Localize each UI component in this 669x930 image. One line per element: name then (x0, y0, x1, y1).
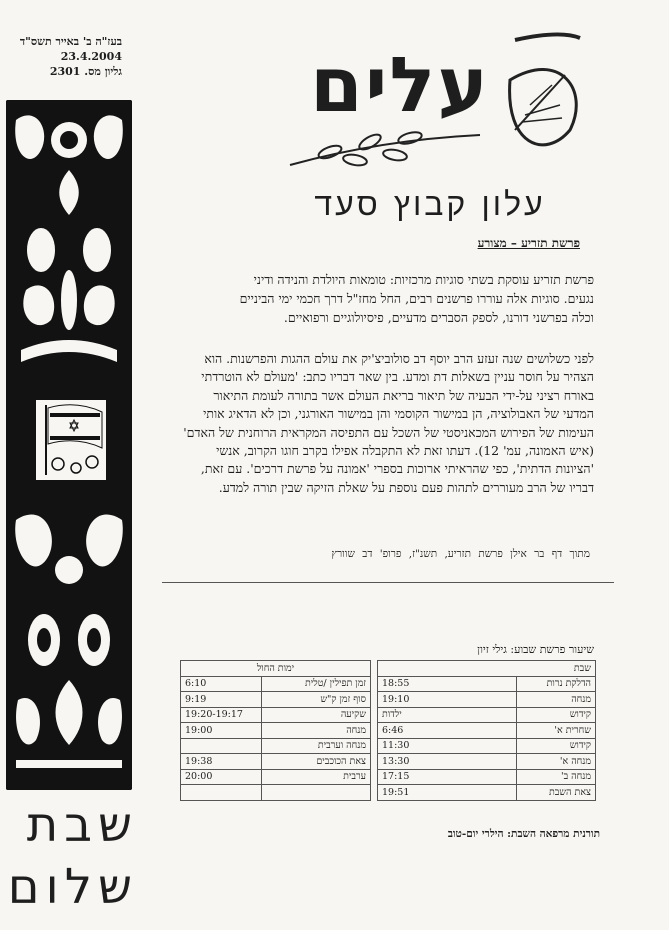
shabbat-time: 19:51 (378, 785, 517, 801)
logo-subtitle: עלון קבוץ סעד (314, 185, 546, 223)
weekday-time: 6:10 (181, 676, 262, 692)
footer-note: תורנית מרפאה השבת: הילרי יום-טוב (447, 828, 600, 840)
weekday-label: זמן תפילין /טלית (262, 676, 371, 692)
table-row (181, 738, 596, 754)
weekday-time: 19:00 (181, 723, 262, 739)
shabbat-label: צאת השבת (517, 785, 596, 801)
shabbat-time: 19:10 (378, 692, 517, 708)
shabbat-time: 13:30 (378, 754, 517, 770)
shabbat-label: קידוש (517, 738, 596, 754)
table-row (181, 707, 596, 723)
shabbat-time: 18:55 (378, 676, 517, 692)
schedule-title: שיעור פרשת שבוע: גילי זיון (477, 643, 594, 656)
weekday-label: מנחה (262, 723, 371, 739)
shabbat-header: שבת (378, 661, 596, 677)
weekday-time: 19:38 (181, 754, 262, 770)
article-source: מתוך דף בר אילן פרשת תזריע, תשנ"ז, פרופ' דב שוורץ (331, 548, 590, 560)
shabbat-time: 11:30 (378, 738, 517, 754)
prayer-times-table (180, 660, 596, 801)
table-row (181, 676, 596, 692)
branch-icon (290, 130, 480, 167)
article-title: פרשת תזריע – מצורע (477, 236, 580, 250)
table-row (181, 723, 596, 739)
shalom-text: שלום (7, 859, 138, 915)
logo (260, 30, 590, 180)
issue-header (14, 34, 122, 79)
weekday-time: 19:20-19:17 (181, 707, 262, 723)
weekday-time: 9:19 (181, 692, 262, 708)
weekday-label: צאת הכוכבים (262, 754, 371, 770)
table-row (181, 769, 596, 785)
weekday-label: ערבית (262, 769, 371, 785)
weekday-time (181, 785, 262, 801)
shabbat-time: ילדות (378, 707, 517, 723)
weekday-time: 20:00 (181, 769, 262, 785)
divider (162, 582, 614, 583)
table-header-row (181, 661, 596, 677)
issue-number: גליון מס. 2301 (49, 65, 122, 78)
weekday-label: שקיעה (262, 707, 371, 723)
table-row (181, 692, 596, 708)
shabbat-label: מנחה א' (517, 754, 596, 770)
article-paragraph-2: לפני כשלושים שנה זעזע הרב יוסף דב סולוביצ'יק את עולם ההגות והפרשנות. הוא הצהיר על חוסר עניין בשאלות דת ומדע. בין שאר דבריו כתב: 'מעולם לא הוטרדתי באורח רציני על-ידי הבעיה של תיאור בריאת העולם אשר בתורה לעומת התיאור המדעי של האבולוציה, הן במישור הקוסמי והן במישור האורגני, וכן לא הדאיג אותי העימות של הפירוש המכאניסטי של השכל עם התפיסה המקראית הרוחנית של האדם' (איש האמונה, עמ' 12). דעתו זאת לא התקבלה אפילו בקרב חוגו הקרוב, אנשי 'הציונות הדתית', כפי שהראיתי ארוכות בספרי 'אמונה על פרשת דרכים'. עם זאת, דבריו של הרב מעוררים לתהות פעם נוספת על שאלת הזיקה שבין תורה למדע. (183, 351, 594, 495)
ornament-illustration (6, 100, 132, 790)
shabbat-label: מנחה ב' (517, 769, 596, 785)
shabbat-label: קידוש (517, 707, 596, 723)
weekday-label: מנחה וערבית (262, 738, 371, 754)
article-paragraph-1: פרשת תזריע עוסקת בשתי סוגיות מרכזיות: טומאות היולדת והנידה ודיני נגעים. סוגיות אלה עוררו פרשנים רבים, החל מחז"ל דרך חכמי ימי הביניים וכלה בפרשני דורנו, לספק הסברים מדעיים, פיסיולוגיים ורפואיים. (239, 272, 594, 325)
shabbat-text: שבת (26, 797, 138, 853)
weekday-time (181, 738, 262, 754)
logo-name: עלים (310, 40, 490, 129)
shabbat-label: הדלקת נרות (517, 676, 596, 692)
decorative-border (6, 100, 132, 790)
shabbat-label: שחרית א' (517, 723, 596, 739)
shabbat-time: 17:15 (378, 769, 517, 785)
table-row (181, 785, 596, 801)
weekday-header: ימות החול (181, 661, 371, 677)
table-row (181, 754, 596, 770)
gregorian-date: 23.4.2004 (60, 50, 122, 63)
shabbat-time: 6:46 (378, 723, 517, 739)
hebrew-date: בעז"ה ב' באייר תשס"ד (19, 35, 122, 48)
shabbat-label: מנחה (517, 692, 596, 708)
leaf-icon (510, 34, 580, 144)
weekday-label (262, 785, 371, 801)
weekday-label: סוף זמן ק"ש (262, 692, 371, 708)
